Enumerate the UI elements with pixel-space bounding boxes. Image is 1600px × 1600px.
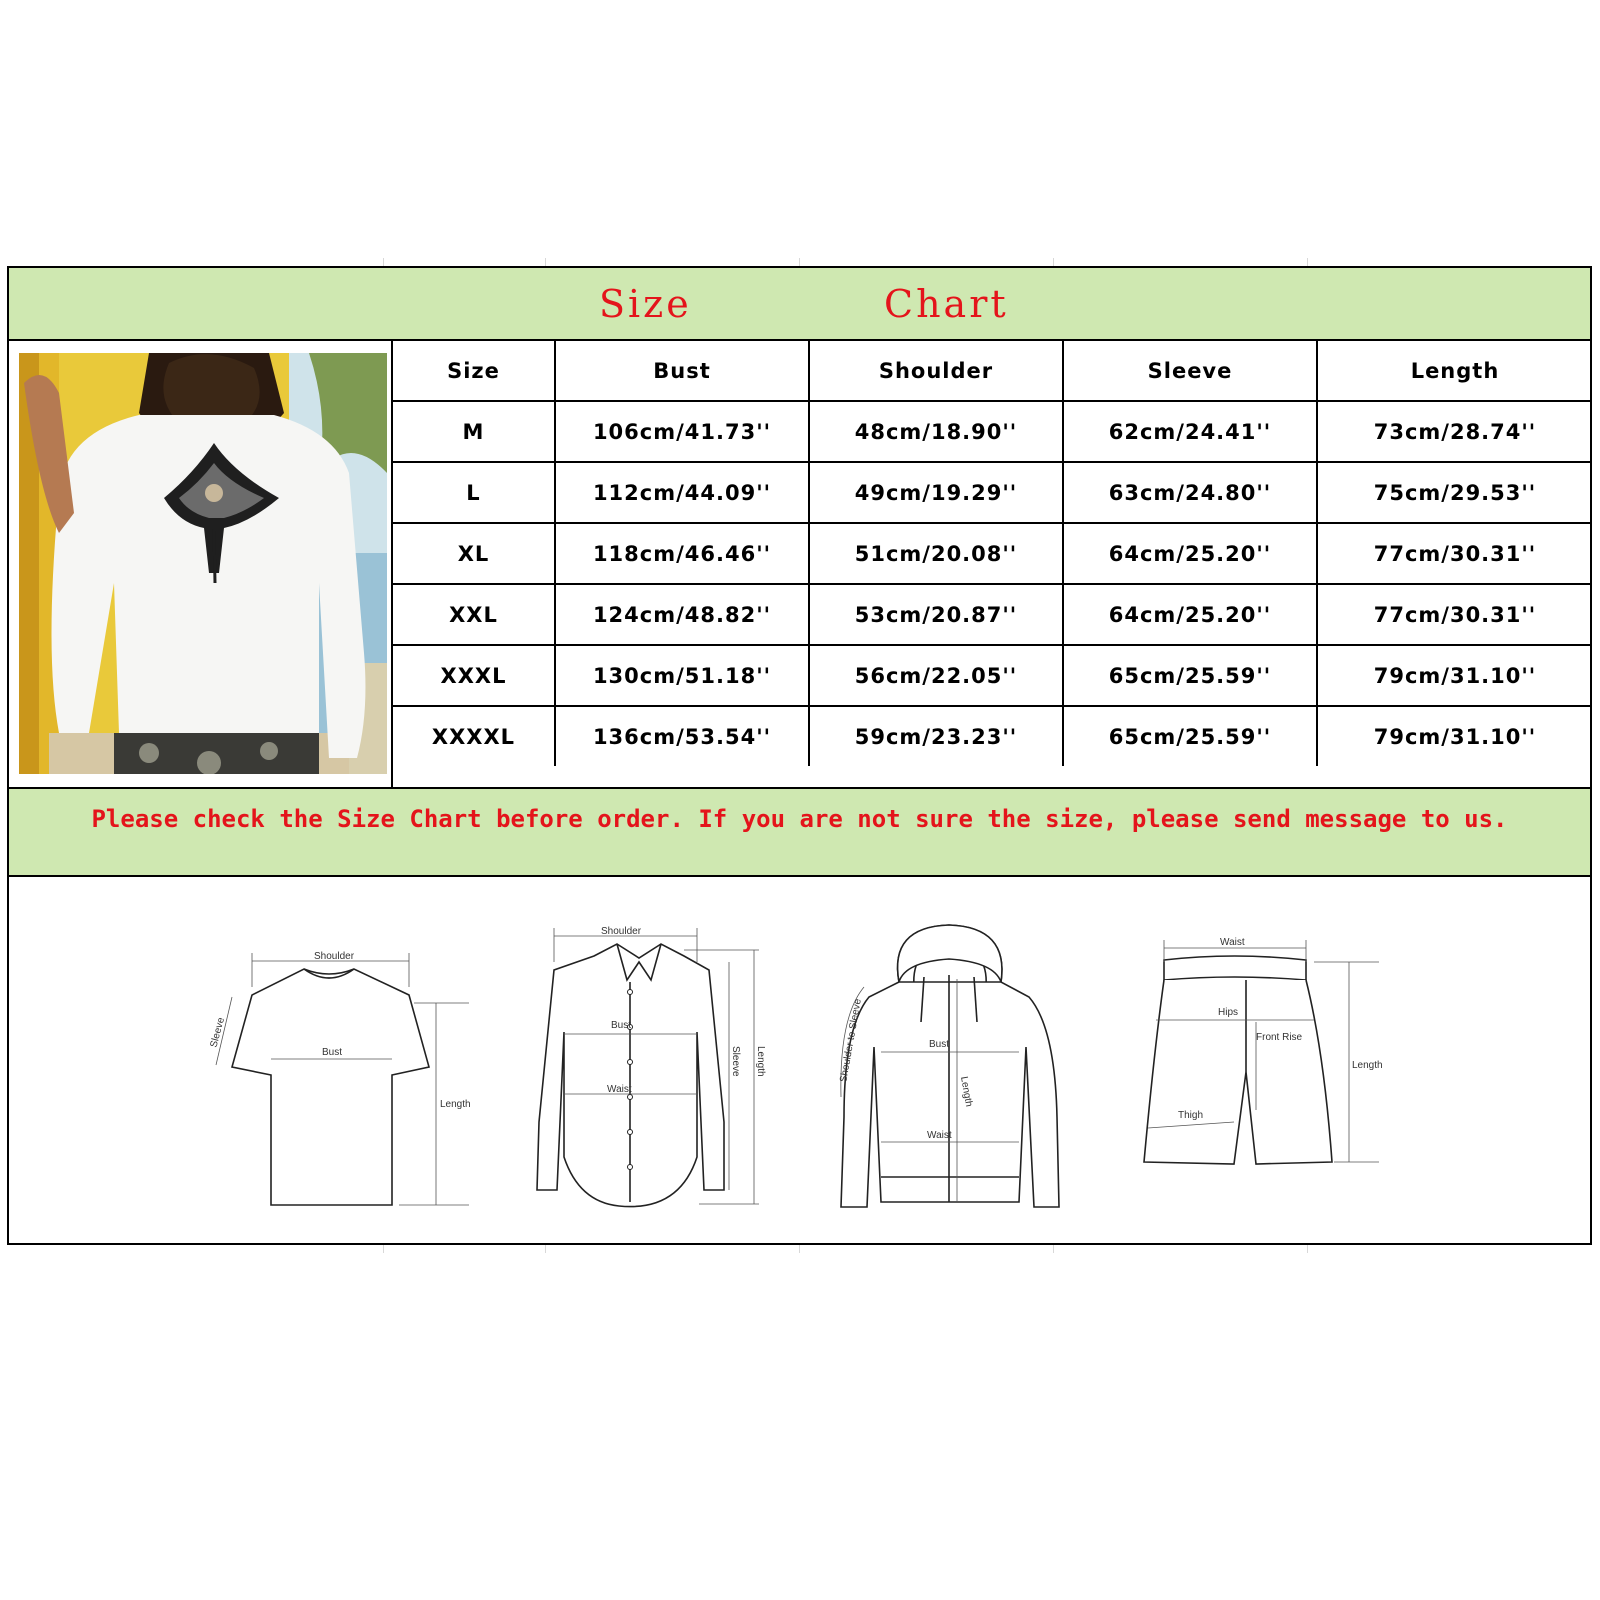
- tshirt-shoulder-label: Shoulder: [314, 951, 355, 962]
- table-row: [393, 645, 1592, 706]
- shorts-hips-label: Hips: [1218, 1007, 1239, 1018]
- cell-length: 73cm/28.74'': [1317, 401, 1592, 462]
- column-header-bust: Bust: [555, 341, 809, 401]
- cell-length: 75cm/29.53'': [1317, 462, 1592, 523]
- cell-shoulder: 51cm/20.08'': [809, 523, 1063, 584]
- cell-sleeve: 63cm/24.80'': [1063, 462, 1317, 523]
- cell-size: XL: [393, 523, 555, 584]
- shorts-thigh-label: Thigh: [1178, 1110, 1204, 1121]
- shirt-shoulder-label: Shoulder: [601, 926, 642, 937]
- cell-sleeve: 62cm/24.41'': [1063, 401, 1317, 462]
- hoodie-length-label: Length: [958, 1075, 975, 1108]
- cell-length: 77cm/30.31'': [1317, 584, 1592, 645]
- cell-shoulder: 56cm/22.05'': [809, 645, 1063, 706]
- tshirt-bust-label: Bust: [322, 1047, 343, 1058]
- cell-bust: 124cm/48.82'': [555, 584, 809, 645]
- cell-sleeve: 64cm/25.20'': [1063, 584, 1317, 645]
- cell-size: XXXXL: [393, 706, 555, 766]
- cell-bust: 130cm/51.18'': [555, 645, 809, 706]
- table-row: [393, 584, 1592, 645]
- shorts-front-rise-label: Front Rise: [1256, 1032, 1303, 1043]
- size-table: [393, 341, 1592, 766]
- hoodie-diagram: [829, 917, 1069, 1227]
- table-row: [393, 462, 1592, 523]
- column-header-shoulder: Shoulder: [809, 341, 1063, 401]
- table-row: [393, 523, 1592, 584]
- cell-size: M: [393, 401, 555, 462]
- size-note-text: Please check the Size Chart before order. If you are not sure the size, please send message to us.: [91, 805, 1508, 833]
- shirt-diagram: [519, 922, 769, 1222]
- title-word-chart: Chart: [884, 282, 1009, 326]
- shorts-diagram: [1134, 932, 1394, 1192]
- cell-bust: 112cm/44.09'': [555, 462, 809, 523]
- tshirt-length-label: Length: [440, 1099, 471, 1110]
- hoodie-waist-label: Waist: [927, 1130, 952, 1141]
- title-band: [9, 268, 1590, 341]
- size-note-band: [9, 787, 1590, 877]
- column-header-size: Size: [393, 341, 555, 401]
- tshirt-sleeve-label: Sleeve: [208, 1016, 228, 1049]
- size-chart-sheet: [7, 266, 1592, 1245]
- product-photo-cell: [9, 341, 393, 787]
- cell-shoulder: 49cm/19.29'': [809, 462, 1063, 523]
- cell-size: L: [393, 462, 555, 523]
- column-header-length: Length: [1317, 341, 1592, 401]
- table-row: [393, 706, 1592, 766]
- cell-size: XXXL: [393, 645, 555, 706]
- cell-length: 79cm/31.10'': [1317, 706, 1592, 766]
- cell-sleeve: 65cm/25.59'': [1063, 645, 1317, 706]
- product-photo: [19, 353, 387, 774]
- cell-sleeve: 64cm/25.20'': [1063, 523, 1317, 584]
- cell-bust: 136cm/53.54'': [555, 706, 809, 766]
- cell-length: 77cm/30.31'': [1317, 523, 1592, 584]
- tshirt-diagram: [204, 947, 474, 1217]
- column-header-sleeve: Sleeve: [1063, 341, 1317, 401]
- hoodie-bust-label: Bust: [929, 1039, 950, 1050]
- hoodie-shoulder-to-sleeve-label: Shoulder to Sleeve: [838, 998, 864, 1084]
- shirt-length-label: Length: [755, 1046, 766, 1077]
- title-word-size: Size: [599, 282, 692, 326]
- cell-shoulder: 53cm/20.87'': [809, 584, 1063, 645]
- cell-sleeve: 65cm/25.59'': [1063, 706, 1317, 766]
- measurement-diagrams: [9, 877, 1590, 1243]
- shirt-bust-label: Bust: [611, 1020, 632, 1031]
- shorts-length-label: Length: [1352, 1060, 1383, 1071]
- shirt-sleeve-label: Sleeve: [730, 1046, 741, 1077]
- cell-size: XXL: [393, 584, 555, 645]
- cell-bust: 118cm/46.46'': [555, 523, 809, 584]
- cell-shoulder: 48cm/18.90'': [809, 401, 1063, 462]
- table-row: [393, 401, 1592, 462]
- cell-shoulder: 59cm/23.23'': [809, 706, 1063, 766]
- cell-bust: 106cm/41.73'': [555, 401, 809, 462]
- cell-length: 79cm/31.10'': [1317, 645, 1592, 706]
- shirt-waist-label: Waist: [607, 1084, 632, 1095]
- shorts-waist-label: Waist: [1220, 937, 1245, 948]
- table-header-row: [393, 341, 1592, 401]
